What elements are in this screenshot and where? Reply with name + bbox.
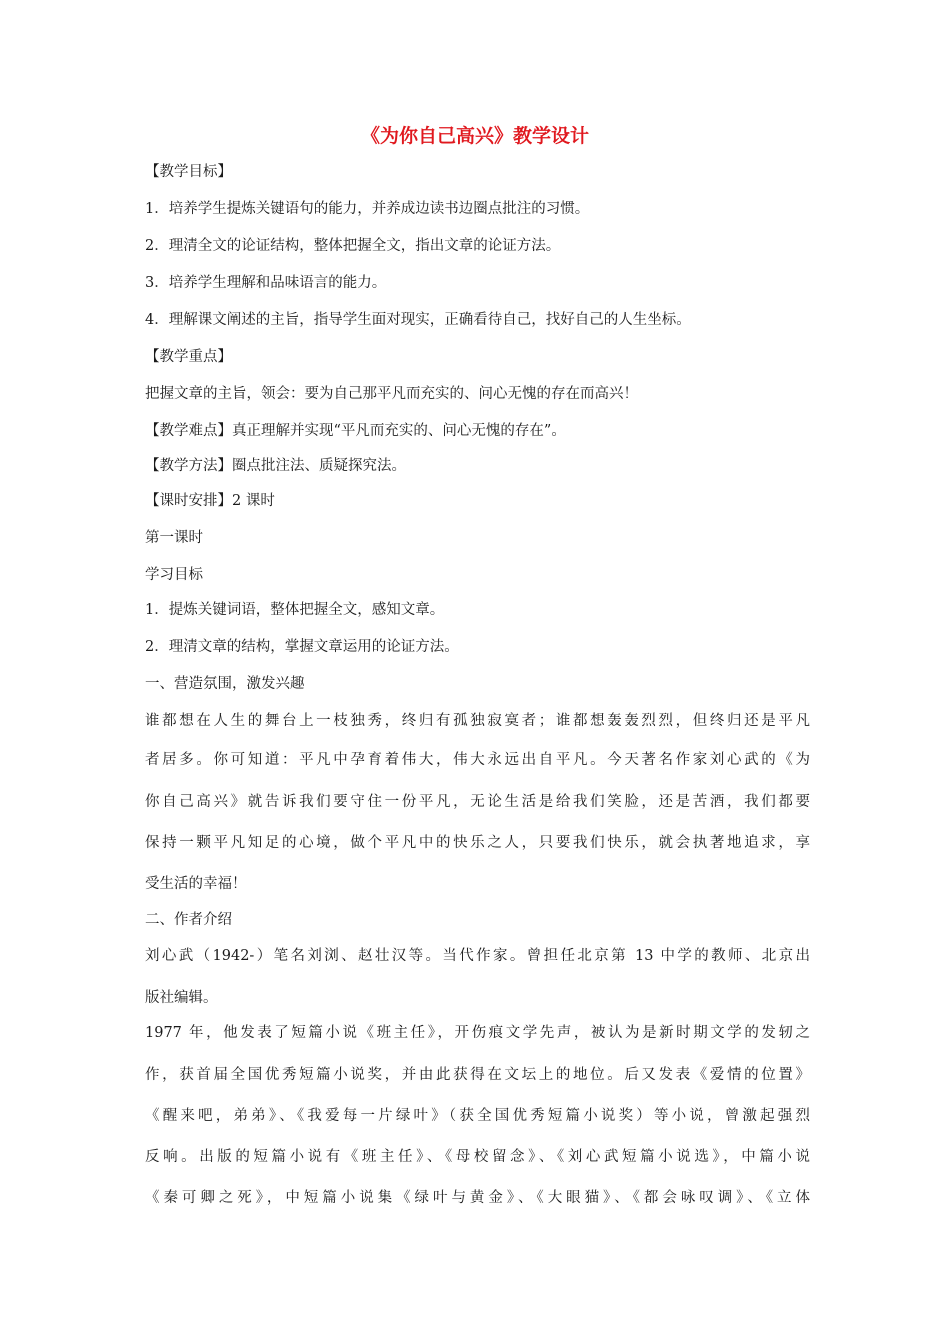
part-heading: 二、作者介绍	[145, 912, 232, 928]
paragraph-line: 《醒来吧，弟弟》、《我爱每一片绿叶》（获全国优秀短篇小说奖）等小说，曾激起强烈	[145, 1108, 810, 1124]
paragraph-line: 作，获首届全国优秀短篇小说奖，并由此获得在文坛上的地位。后又发表《爱情的位置》	[145, 1067, 810, 1083]
learning-goal-1: 1．提炼关键词语，整体把握全文，感知文章。	[145, 602, 445, 618]
lesson-heading: 第一课时	[145, 530, 203, 546]
paragraph-line: 刘心武（1942-）笔名刘浏、赵壮汉等。当代作家。曾担任北京第 13 中学的教师、北京出	[145, 948, 810, 964]
key-point-text: 把握文章的主旨，领会：要为自己那平凡而充实的、问心无愧的存在而高兴！	[145, 386, 638, 402]
paragraph-line: 谁都想在人生的舞台上一枝独秀，终归有孤独寂寞者；谁都想轰轰烈烈，但终归还是平凡	[145, 713, 810, 729]
objective-2: 2．理清全文的论证结构，整体把握全文，指出文章的论证方法。	[145, 238, 561, 254]
learning-goals-heading: 学习目标	[145, 567, 203, 583]
paragraph-line: 版社编辑。	[145, 990, 218, 1006]
paragraph-line: 保持一颗平凡知足的心境，做个平凡中的快乐之人，只要我们快乐，就会执著地追求，享	[145, 835, 810, 851]
section-heading: 【教学目标】	[145, 164, 232, 180]
objective-4: 4．理解课文阐述的主旨，指导学生面对现实，正确看待自己，找好自己的人生坐标。	[145, 312, 691, 328]
paragraph-line: 反响。出版的短篇小说有《班主任》、《母校留念》、《刘心武短篇小说选》，中篇小说	[145, 1149, 810, 1165]
schedule-line: 【课时安排】2 课时	[145, 493, 275, 509]
difficulty-line: 【教学难点】真正理解并实现“平凡而充实的、问心无愧的存在”。	[145, 423, 566, 439]
paragraph-line: 者居多。你可知道：平凡中孕育着伟大，伟大永远出自平凡。今天著名作家刘心武的《为	[145, 752, 810, 768]
objective-3: 3．培养学生理解和品味语言的能力。	[145, 275, 387, 291]
paragraph-line: 受生活的幸福！	[145, 876, 247, 892]
part-heading: 一、营造氛围，激发兴趣	[145, 676, 305, 692]
method-line: 【教学方法】圈点批注法、质疑探究法。	[145, 458, 406, 474]
paragraph-line: 《秦可卿之死》，中短篇小说集《绿叶与黄金》、《大眼猫》、《都会咏叹调》、《立体	[145, 1190, 810, 1206]
paragraph-line: 你自己高兴》就告诉我们要守住一份平凡，无论生活是给我们笑脸，还是苦酒，我们都要	[145, 794, 810, 810]
section-heading: 【教学重点】	[145, 349, 232, 365]
learning-goal-2: 2．理清文章的结构，掌握文章运用的论证方法。	[145, 639, 459, 655]
paragraph-line: 1977 年，他发表了短篇小说《班主任》，开伤痕文学先声，被认为是新时期文学的发轫之	[145, 1025, 810, 1041]
document-title: 《为你自己高兴》教学设计	[360, 125, 589, 147]
objective-1: 1．培养学生提炼关键语句的能力，并养成边读书边圈点批注的习惯。	[145, 201, 590, 217]
